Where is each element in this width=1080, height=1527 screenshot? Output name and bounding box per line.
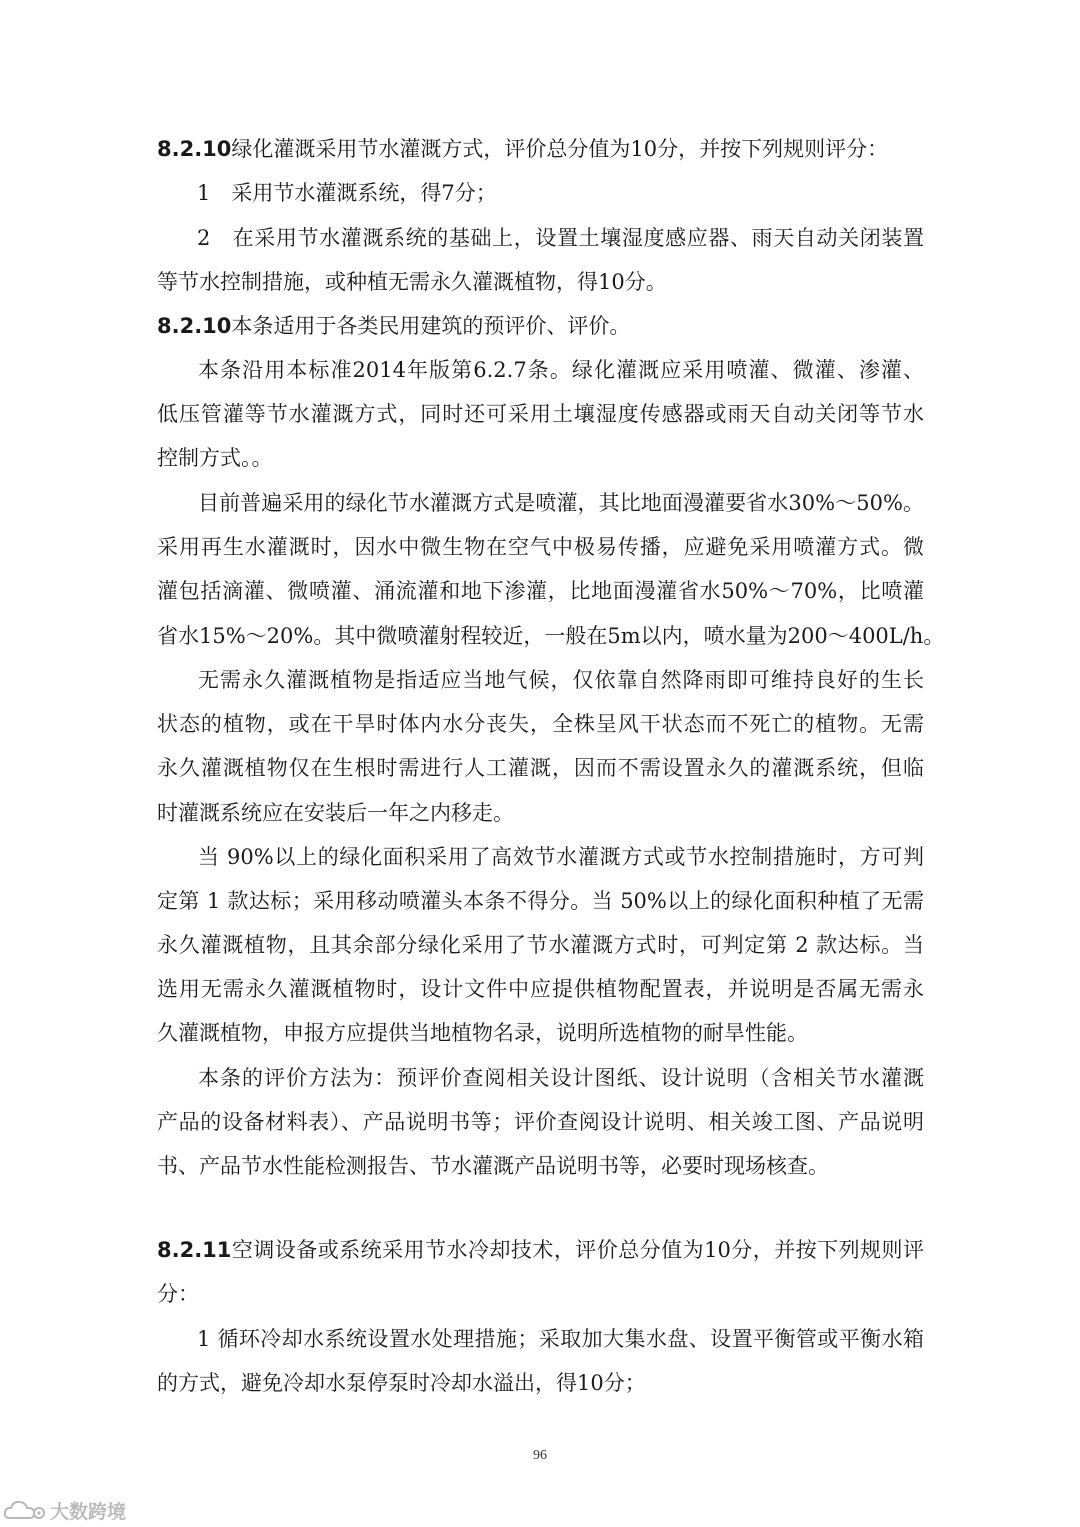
cloud-logo-icon bbox=[2, 1498, 46, 1522]
watermark-text: 大数跨境 bbox=[50, 1500, 127, 1523]
paragraph-line: 目前普遍采用的绿化节水灌溉方式是喷灌，其比地面漫灌要省水30%～50%。 bbox=[198, 491, 924, 515]
clause-item-2-line1: 2 在采用节水灌溉系统的基础上，设置土壤湿度感应器、雨天自动关闭装置 bbox=[197, 226, 924, 250]
clause-text: 空调设备或系统采用节水冷却技术，评价总分值为10分，并按下列规则评 bbox=[231, 1238, 924, 1262]
paragraph-line: 定第 1 款达标；采用移动喷灌头本条不得分。当 50%以上的绿化面积种植了无需 bbox=[157, 889, 924, 913]
paragraph-line: 本条的评价方法为：预评价查阅相关设计图纸、设计说明（含相关节水灌溉 bbox=[198, 1066, 924, 1090]
watermark bbox=[2, 1497, 126, 1523]
paragraph-line: 永久灌溉植物，且其余部分绿化采用了节水灌溉方式时，可判定第 2 款达标。当 bbox=[157, 933, 924, 957]
paragraph-line: 状态的植物，或在干旱时体内水分丧失，全株呈风干状态而不死亡的植物。无需 bbox=[157, 712, 924, 736]
clause-item-1-line2: 的方式，避免冷却水泵停泵时冷却水溢出，得10分； bbox=[157, 1371, 646, 1395]
paragraph-line: 无需永久灌溉植物是指适应当地气候，仅依靠自然降雨即可维持良好的生长 bbox=[198, 668, 924, 692]
explanation-scope: 本条适用于各类民用建筑的预评价、评价。 bbox=[231, 314, 631, 338]
clause-number: 8.2.10 bbox=[157, 137, 232, 161]
paragraph-line: 低压管灌等节水灌溉方式，同时还可采用土壤湿度传感器或雨天自动关闭等节水 bbox=[157, 402, 924, 426]
clause-text-continued: 分： bbox=[157, 1282, 199, 1306]
explanation-heading bbox=[157, 310, 1080, 342]
paragraph-line: 时灌溉系统应在安装后一年之内移走。 bbox=[157, 801, 514, 825]
explanation-clause-number: 8.2.10 bbox=[157, 314, 232, 338]
clause-item-1-line1: 1 循环冷却水系统设置水处理措施；采取加大集水盘、设置平衡管或平衡水箱 bbox=[197, 1327, 924, 1351]
clause-8-2-11-heading bbox=[157, 1234, 924, 1266]
paragraph-line: 采用再生水灌溉时，因水中微生物在空气中极易传播，应避免采用喷灌方式。微 bbox=[157, 535, 924, 559]
paragraph-line: 灌包括滴灌、微喷灌、涌流灌和地下渗灌，比地面漫灌省水50%～70%，比喷灌 bbox=[157, 579, 924, 603]
page-number: 96 bbox=[533, 1448, 547, 1463]
paragraph-line: 书、产品节水性能检测报告、节水灌溉产品说明书等，必要时现场核查。 bbox=[157, 1154, 829, 1178]
clause-number: 8.2.11 bbox=[157, 1238, 232, 1262]
paragraph-line: 久灌溉植物，申报方应提供当地植物名录，说明所选植物的耐旱性能。 bbox=[157, 1021, 808, 1045]
clause-8-2-10-heading bbox=[157, 133, 924, 165]
paragraph-line: 本条沿用本标准2014年版第6.2.7条。绿化灌溉应采用喷灌、微灌、渗灌、 bbox=[198, 358, 924, 382]
paragraph-line: 产品的设备材料表）、产品说明书等；评价查阅设计说明、相关竣工图、产品说明 bbox=[157, 1110, 924, 1134]
paragraph-line: 控制方式。。 bbox=[157, 446, 273, 470]
clause-text: 绿化灌溉采用节水灌溉方式，评价总分值为10分，并按下列规则评分： bbox=[231, 137, 889, 161]
paragraph-line: 永久灌溉植物仅在生根时需进行人工灌溉，因而不需设置永久的灌溉系统，但临 bbox=[157, 756, 924, 780]
clause-item-1: 1 采用节水灌溉系统，得7分； bbox=[197, 181, 497, 205]
clause-item-2-line2: 等节水控制措施，或种植无需永久灌溉植物，得10分。 bbox=[157, 270, 667, 294]
paragraph-line: 当 90%以上的绿化面积采用了高效节水灌溉方式或节水控制措施时，方可判 bbox=[198, 845, 924, 869]
paragraph-line: 省水15%～20%。其中微喷灌射程较近，一般在5m以内，喷水量为200～400L/h。 bbox=[157, 624, 945, 648]
paragraph-line: 选用无需永久灌溉植物时，设计文件中应提供植物配置表，并说明是否属无需永 bbox=[157, 977, 924, 1001]
